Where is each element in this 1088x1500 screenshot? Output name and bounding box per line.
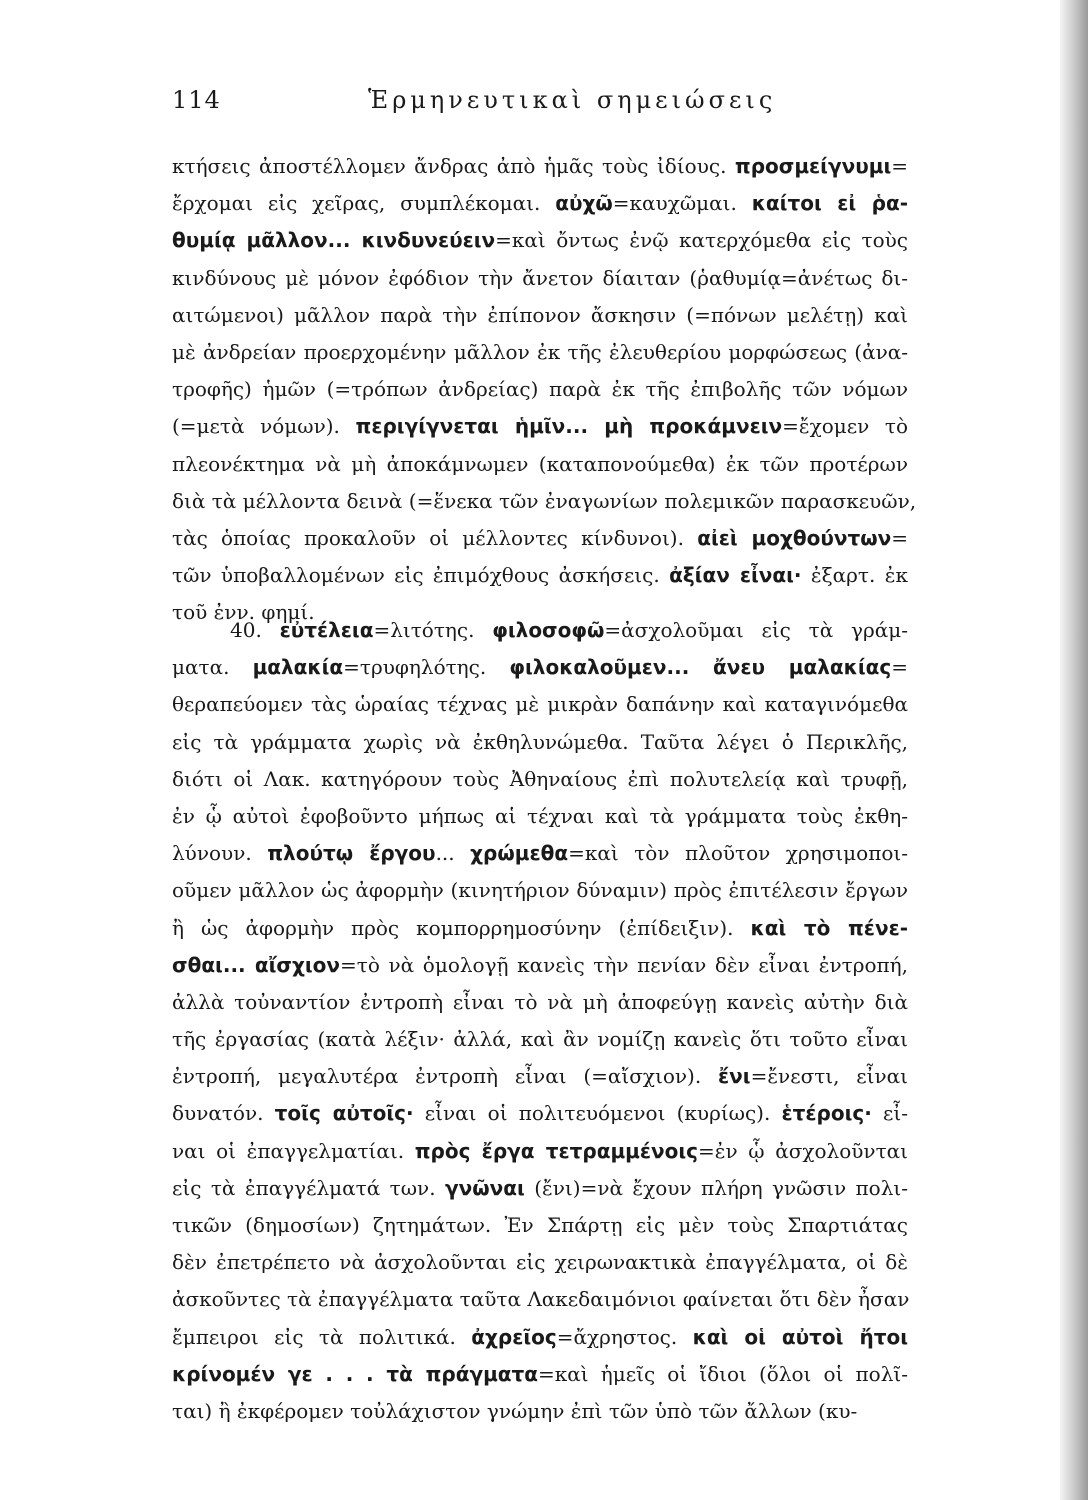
bold-lemma: πλούτῳ ἔργου: [267, 841, 436, 866]
text-segment: =τρυφηλότης.: [343, 655, 510, 680]
text-segment: (=μετὰ νόμων).: [172, 414, 356, 439]
paragraph-1: [172, 148, 917, 631]
text-line: [172, 222, 908, 259]
text-line: [172, 334, 908, 371]
text-segment: =: [891, 154, 908, 178]
text-line: [172, 835, 908, 872]
text-segment: εἰς τὰ ἐπαγγέλματά των.: [172, 1175, 445, 1200]
text-segment: =: [891, 525, 908, 550]
text-segment: δὲν ἐπετρέπετο νὰ ἀσχολοῦνται εἰς χειρωνακτικὰ ἐπαγγέλματα, οἱ δὲ: [172, 1250, 908, 1275]
text-segment: ἀσκοῦντες τὰ ἐπαγγέλματα ταῦτα Λακεδαιμόνιοι φαίνεται ὅτι δὲν ἦσαν: [172, 1287, 910, 1312]
page-number: 114: [172, 86, 221, 114]
bold-lemma: σθαι... αἴσχιον: [172, 952, 341, 977]
text-line: [172, 520, 908, 557]
text-segment: τῶν ὑποβαλλομένων εἰς ἐπιμόχθους ἀσκήσεις.: [172, 563, 670, 588]
text-segment: διὰ τὰ μέλλοντα δεινὰ (=ἕνεκα τῶν ἐναγωνίων πολεμικῶν παρασκευῶν,: [172, 488, 917, 513]
bold-lemma: γνῶναι: [445, 1175, 525, 1200]
bold-lemma: θυμίᾳ μᾶλλον... κινδυνεύειν: [172, 228, 496, 253]
text-line: [172, 1244, 908, 1281]
text-segment: εἰς τὰ γράμματα χωρὶς νὰ ἐκθηλυνώμεθα. Ταῦτα λέγει ὁ Περικλῆς,: [172, 729, 908, 754]
text-segment: =ἀσχολοῦμαι εἰς τὰ γράμ-: [604, 618, 908, 642]
text-segment: ματα.: [172, 655, 253, 680]
text-line: [172, 761, 908, 798]
text-segment: =καὶ ἡμεῖς οἱ ἴδιοι (ὅλοι οἱ πολῖ-: [538, 1361, 908, 1386]
text-segment: ἐξαρτ. ἐκ: [801, 563, 908, 588]
bold-lemma: αἰεὶ μοχθούντων: [697, 525, 892, 550]
text-line: [172, 260, 908, 297]
text-line: [172, 724, 908, 761]
text-segment: =ἐν ᾧ ἀσχολοῦνται: [698, 1138, 909, 1163]
bold-lemma: χρώμεθα: [470, 841, 569, 866]
paragraph-2: [172, 612, 908, 1430]
text-segment: =καὶ τὸν πλοῦτον χρησιμοποι-: [568, 841, 908, 866]
text-segment: ἔμπειροι εἰς τὰ πολιτικά.: [172, 1324, 472, 1349]
bold-lemma: κρίνομέν γε . . . τὰ πράγματα: [172, 1361, 539, 1386]
bold-lemma: προσμείγνυμι: [734, 154, 892, 178]
text-segment: κινδύνους μὲ μόνον ἐφόδιον τὴν ἄνετον δίαιταν (ῥαθυμίᾳ=ἀνέτως δι-: [172, 265, 908, 290]
bold-lemma: καίτοι εἰ ῥα-: [751, 191, 908, 216]
bold-lemma: ἀχρεῖος: [471, 1324, 557, 1349]
text-segment: =καυχῶμαι.: [612, 191, 752, 216]
text-segment: =ἔνεστι, εἶναι: [750, 1064, 908, 1089]
bold-lemma: τοῖς αὐτοῖς·: [274, 1101, 414, 1126]
text-line: [172, 1133, 908, 1170]
text-line: [172, 408, 908, 445]
text-segment: πλεονέκτημα νὰ μὴ ἀποκάμνωμεν (καταπονούμεθα) ἐκ τῶν προτέρων: [172, 451, 908, 476]
text-segment: ἐντροπή, μεγαλυτέρα ἐντροπὴ εἶναι (=αἴσχιον).: [172, 1064, 718, 1089]
text-segment: οῦμεν μᾶλλον ὡς ἀφορμὴν (κινητήριον δύναμιν) πρὸς ἐπιτέλεσιν ἔργων: [172, 878, 908, 903]
text-line: [172, 872, 908, 909]
text-line: [172, 148, 908, 185]
text-line: [172, 1058, 908, 1095]
text-segment: δυνατόν.: [172, 1101, 275, 1126]
text-line: [172, 1095, 908, 1132]
text-segment: ἐν ᾧ αὐτοὶ ἐφοβοῦντο μήπως αἱ τέχναι καὶ τὰ γράμματα τοὺς ἐκθη-: [172, 803, 908, 828]
text-line: [172, 557, 908, 594]
text-line: [172, 947, 908, 984]
text-segment: εἶ-: [871, 1101, 908, 1126]
text-segment: =: [891, 655, 908, 680]
text-segment: τῆς ἐργασίας (κατὰ λέξιν· ἀλλά, καὶ ἂν νομίζῃ κανεὶς ὅτι τοῦτο εἶναι: [172, 1027, 908, 1052]
text-line: [172, 1356, 908, 1393]
text-line: [172, 1319, 908, 1356]
text-segment: θεραπεύομεν τὰς ὡραίας τέχνας μὲ μικρὰν δαπάνην καὶ καταγινόμεθα: [172, 692, 908, 717]
text-segment: μὲ ἀνδρείαν προερχομένην μᾶλλον ἐκ τῆς ἐλευθερίου μορφώσεως (ἀνα-: [172, 339, 908, 364]
text-segment: κτήσεις ἀποστέλλομεν ἄνδρας ἀπὸ ἡμᾶς τοὺς ἰδίους.: [172, 154, 735, 178]
text-segment: =τὸ νὰ ὁμολογῇ κανεὶς τὴν πενίαν δὲν εἶναι ἐντροπή,: [340, 952, 908, 977]
bold-lemma: καὶ τὸ πένε-: [750, 915, 908, 940]
bold-lemma: φιλοσοφῶ: [492, 618, 605, 642]
text-segment: 40.: [230, 618, 280, 642]
bold-lemma: πρὸς ἔργα τετραμμένοις: [414, 1138, 699, 1163]
bold-lemma: αὐχῶ: [555, 191, 613, 216]
text-segment: ναι οἱ ἐπαγγελματίαι.: [172, 1138, 415, 1163]
bold-lemma: ἑτέροις·: [781, 1101, 872, 1126]
text-segment: λύνουν.: [172, 841, 268, 866]
text-line: [172, 1207, 908, 1244]
bold-lemma: εὐτέλεια: [279, 618, 374, 642]
text-line: [172, 1021, 908, 1058]
text-segment: τικῶν (δημοσίων) ζητημάτων. Ἐν Σπάρτῃ εἰς μὲν τοὺς Σπαρτιάτας: [172, 1213, 908, 1237]
text-line: [172, 483, 917, 520]
text-segment: =ἔχομεν τὸ: [782, 414, 908, 439]
text-line: [172, 612, 908, 649]
text-line: [172, 371, 908, 408]
bold-lemma: φιλοκαλοῦμεν... ἄνευ μαλακίας: [509, 655, 892, 680]
text-segment: τοῦ ἐνν. φημί.: [172, 600, 315, 625]
text-line: [172, 1170, 908, 1207]
text-line: [172, 1281, 908, 1318]
text-segment: τροφῆς) ἡμῶν (=τρόπων ἀνδρείας) παρὰ ἐκ τῆς ἐπιβολῆς τῶν νόμων: [172, 377, 908, 402]
text-line: [172, 984, 908, 1021]
text-segment: εἶναι οἱ πολιτευόμενοι (κυρίως).: [413, 1101, 782, 1126]
text-segment: ἢ ὡς ἀφορμὴν πρὸς κομπορρημοσύνην (ἐπίδειξιν).: [172, 915, 751, 940]
text-segment: ...: [435, 841, 471, 866]
bold-lemma: περιγίγνεται ἡμῖν... μὴ προκάμνειν: [355, 414, 783, 439]
bold-lemma: καὶ οἱ αὐτοὶ ἤτοι: [692, 1324, 908, 1349]
bold-lemma: ἀξίαν εἶναι·: [669, 563, 802, 588]
text-segment: ἀλλὰ τοὐναντίον ἐντροπὴ εἶναι τὸ νὰ μὴ ἀποφεύγῃ κανεὶς αὐτὴν διὰ: [172, 989, 908, 1014]
text-segment: =καὶ ὄντως ἐνῷ κατερχόμεθα εἰς τοὺς: [495, 228, 908, 253]
text-segment: αιτώμενοι) μᾶλλον παρὰ τὴν ἐπίπονον ἄσκησιν (=πόνων μελέτῃ) καὶ: [172, 302, 908, 327]
text-line: [172, 686, 908, 723]
text-line: [172, 297, 908, 334]
bold-lemma: μαλακία: [252, 655, 344, 680]
text-line: [172, 446, 908, 483]
text-line: [172, 185, 908, 222]
text-segment: ται) ἢ ἐκφέρομεν τοὐλάχιστον γνώμην ἐπὶ τῶν ὑπὸ τῶν ἄλλων (κυ-: [172, 1398, 858, 1423]
text-line: [172, 798, 908, 835]
text-segment: ἔρχομαι εἰς χεῖρας, συμπλέκομαι.: [172, 191, 556, 216]
text-segment: διότι οἱ Λακ. κατηγόρουν τοὺς Ἀθηναίους ἐπὶ πολυτελείᾳ καὶ τρυφῇ,: [172, 766, 908, 791]
text-line: [172, 1393, 908, 1430]
text-segment: (ἔνι)=νὰ ἔχουν πλήρη γνῶσιν πολι-: [524, 1175, 908, 1200]
text-segment: τὰς ὁποίας προκαλοῦν οἱ μέλλοντες κίνδυνοι).: [172, 525, 698, 550]
bold-lemma: ἔνι: [718, 1064, 751, 1089]
text-segment: =λιτότης.: [373, 618, 493, 642]
running-title: Ἑρμηνευτικαὶ σημειώσεις: [368, 86, 777, 114]
text-segment: =ἄχρηστος.: [556, 1324, 693, 1349]
text-line: [172, 910, 908, 947]
text-line: [172, 649, 908, 686]
page-edge-shadow: [1060, 0, 1088, 1500]
